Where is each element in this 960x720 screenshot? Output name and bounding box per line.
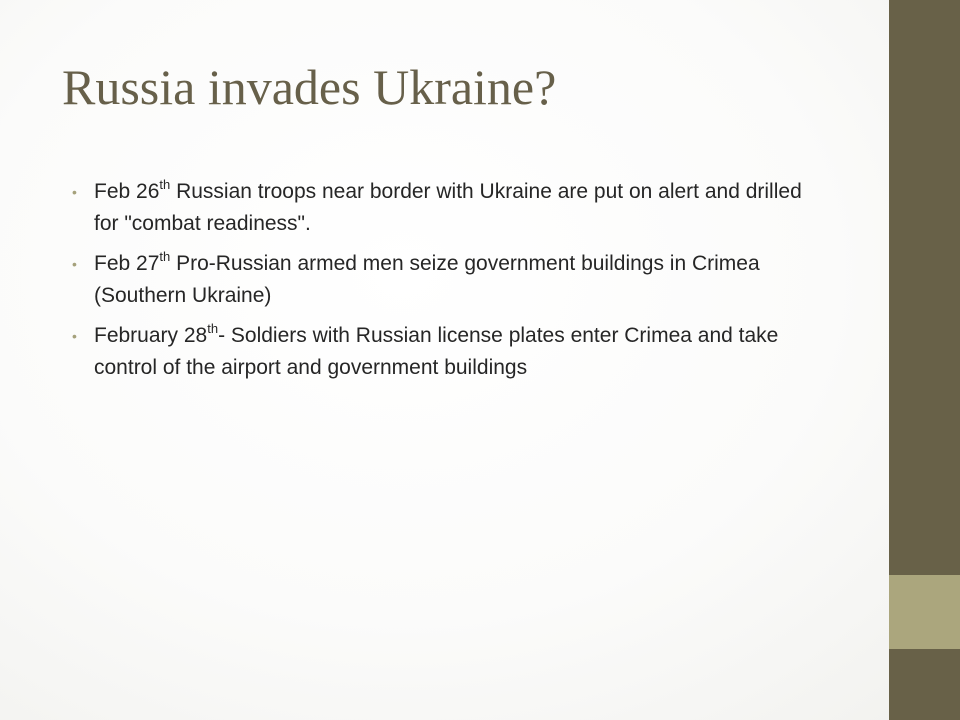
bullet-text: - Soldiers with Russian license plates enter Crimea and take control of the airport and government buildings xyxy=(94,324,779,379)
bullet-item xyxy=(72,320,824,384)
bullet-item xyxy=(72,176,824,240)
bullet-text: Russian troops near border with Ukraine are put on alert and drilled for "combat readiness". xyxy=(94,180,802,235)
sidebar-decoration-top xyxy=(889,0,960,575)
bullet-icon: • xyxy=(72,328,77,344)
bullet-icon: • xyxy=(72,256,77,272)
ordinal-suffix: th xyxy=(159,177,171,192)
ordinal-suffix: th xyxy=(207,321,219,336)
bullet-item xyxy=(72,248,824,312)
ordinal-suffix: th xyxy=(159,249,171,264)
bullet-lead: February 28 xyxy=(94,324,208,347)
bullet-lead: Feb 27 xyxy=(94,252,160,275)
sidebar-decoration-middle xyxy=(889,575,960,649)
bullet-list xyxy=(72,176,824,392)
sidebar-decoration-bottom xyxy=(889,649,960,720)
bullet-icon: • xyxy=(72,184,77,200)
bullet-lead: Feb 26 xyxy=(94,180,160,203)
slide-title: Russia invades Ukraine? xyxy=(62,59,557,115)
bullet-text: Pro-Russian armed men seize government buildings in Crimea (Southern Ukraine) xyxy=(94,252,760,307)
